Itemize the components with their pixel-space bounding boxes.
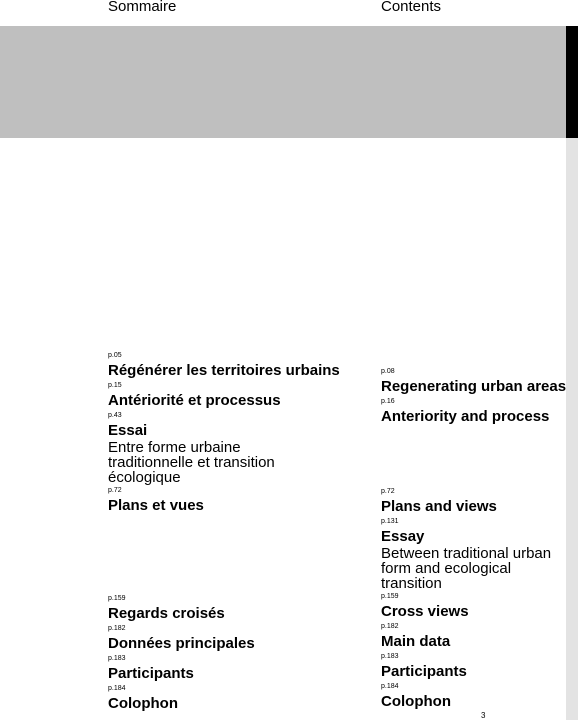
page-ref: p.43 [108,412,122,419]
entry-title[interactable]: Plans and views [381,498,497,515]
page-ref: p.184 [108,685,126,692]
toc-entry[interactable] [108,653,358,683]
toc-entry[interactable] [381,621,566,651]
header-sommaire: Sommaire [108,0,177,15]
toc-entry[interactable] [381,516,566,591]
page-ref: p.182 [381,623,399,630]
page-ref: p.16 [381,398,395,405]
header-contents: Contents [381,0,442,15]
entry-title[interactable]: Essai [108,422,148,439]
page-ref: p.131 [381,518,399,525]
toc-entry[interactable] [381,486,566,516]
toc-entry[interactable] [381,396,566,426]
toc-entry[interactable] [108,485,358,515]
entry-subtitle: Between traditional urban form and ecological transition [381,545,552,592]
entry-title[interactable]: Main data [381,633,451,650]
page-ref: p.72 [381,488,395,495]
toc-entry[interactable] [108,683,358,713]
entry-title[interactable]: Données principales [108,635,255,652]
entry-subtitle: Entre forme urbaine traditionnelle et transition écologique [108,439,275,486]
page-ref: p.159 [381,593,399,600]
entry-title[interactable]: Participants [108,665,194,682]
entry-title[interactable]: Participants [381,663,467,680]
toc-entry[interactable] [108,410,358,485]
page-ref: p.15 [108,382,122,389]
entry-title[interactable]: Regenerating urban areas [381,378,567,395]
toc-entry[interactable] [108,380,358,410]
entry-title[interactable]: Cross views [381,603,469,620]
entry-title[interactable]: Regards croisés [108,605,225,622]
page-ref: p.183 [381,653,399,660]
entry-title[interactable]: Antériorité et processus [108,392,281,409]
toc-entry[interactable] [108,593,358,623]
page-ref: p.05 [108,352,122,359]
toc-entry[interactable] [108,623,358,653]
page-number: 3 [481,711,486,720]
page-ref: p.159 [108,595,126,602]
page-ref: p.72 [108,487,122,494]
spacer [381,426,566,486]
spacer [108,515,358,593]
entry-title[interactable]: Plans et vues [108,497,204,514]
toc-entry[interactable] [108,350,358,380]
scrollbar-thumb[interactable] [566,26,578,138]
toc-entry[interactable] [381,591,566,621]
page-ref: p.183 [108,655,126,662]
page-ref: p.184 [381,683,399,690]
entry-title[interactable]: Colophon [108,695,178,712]
entry-title[interactable]: Anteriority and process [381,408,550,425]
toc-entry[interactable] [381,681,566,711]
toc-english [381,366,566,711]
grey-image-band [0,26,566,138]
toc-entry[interactable] [381,366,566,396]
entry-title[interactable]: Colophon [381,693,451,710]
page-ref: p.182 [108,625,126,632]
toc-entry[interactable] [381,651,566,681]
entry-title[interactable]: Régénérer les territoires urbains [108,362,340,379]
page-ref: p.08 [381,368,395,375]
entry-title[interactable]: Essay [381,528,425,545]
toc-french [108,350,358,713]
